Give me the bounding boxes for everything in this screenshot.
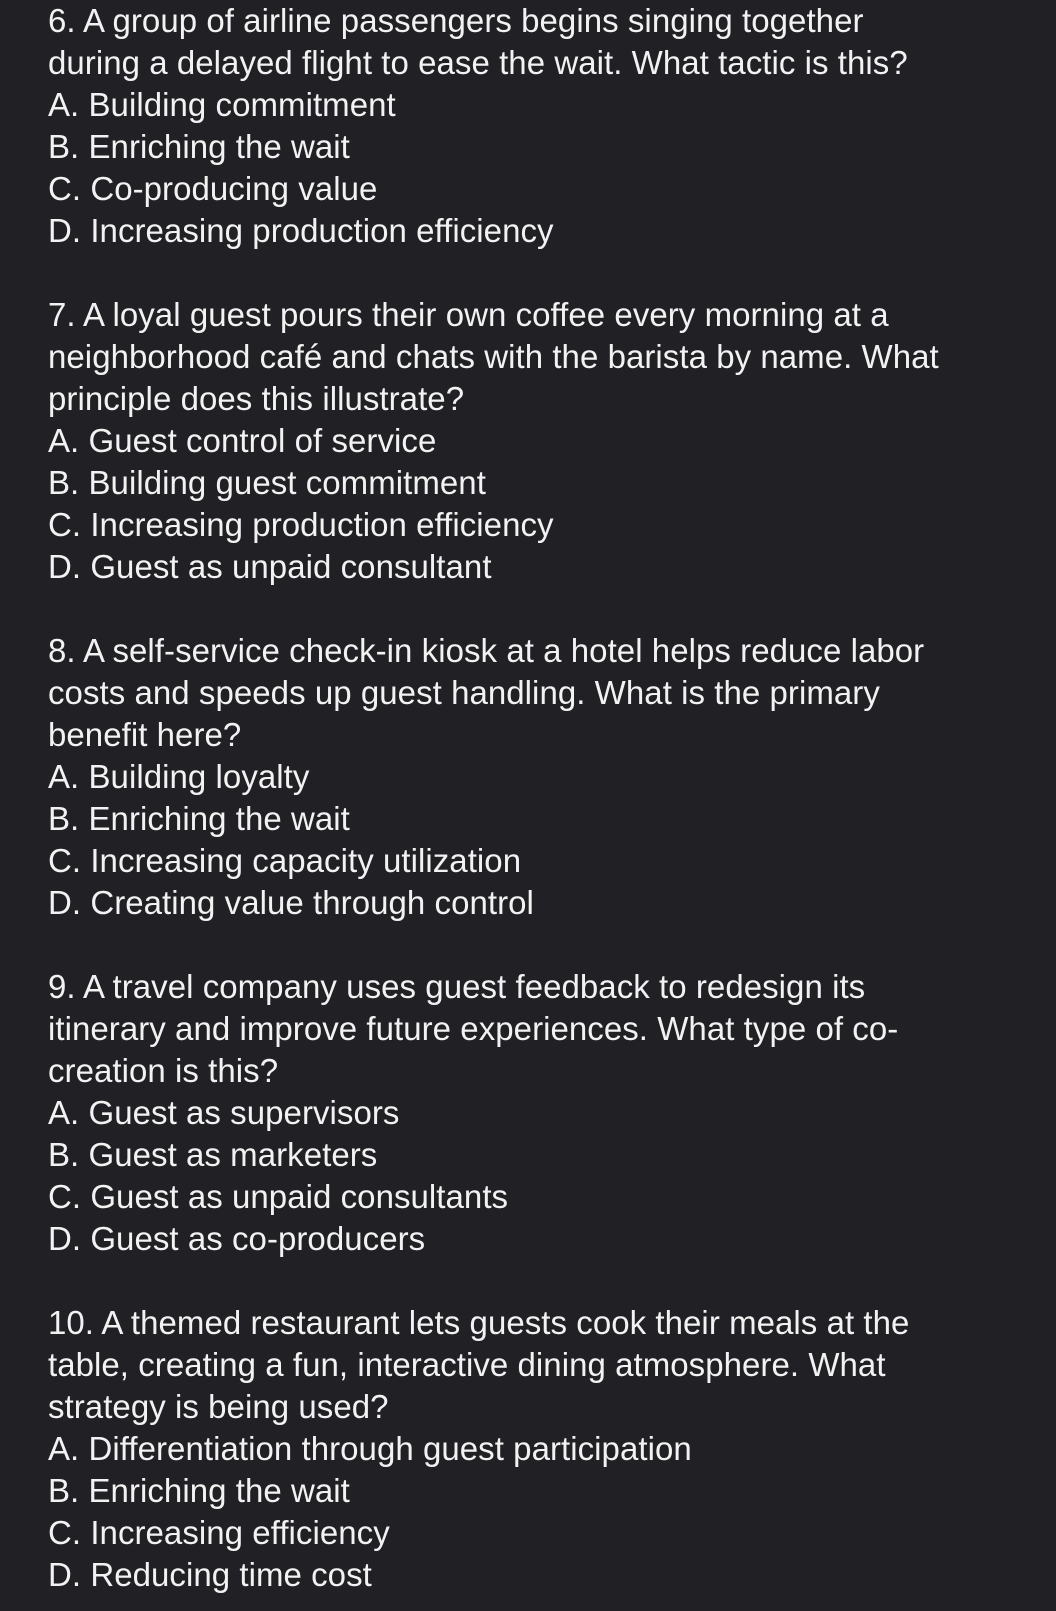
question-text-line: costs and speeds up guest handling. What is the primary [48, 674, 880, 711]
option-b: B. Enriching the wait [48, 1472, 350, 1509]
option-a: A. Guest as supervisors [48, 1094, 400, 1131]
question-7 [48, 294, 939, 588]
option-b: B. Guest as marketers [48, 1136, 378, 1173]
option-c: C. Increasing capacity utilization [48, 842, 522, 879]
question-text-line: principle does this illustrate? [48, 380, 465, 417]
question-text-line: benefit here? [48, 716, 242, 753]
question-text-line: 9. A travel company uses guest feedback to redesign its [48, 968, 866, 1005]
option-c: C. Increasing efficiency [48, 1514, 390, 1551]
option-a: A. Guest control of service [48, 422, 437, 459]
question-9 [48, 966, 898, 1260]
option-c: C. Increasing production efficiency [48, 506, 554, 543]
question-text-line: 7. A loyal guest pours their own coffee every morning at a [48, 296, 889, 333]
option-d: D. Creating value through control [48, 884, 534, 921]
question-text-line: itinerary and improve future experiences. What type of co- [48, 1010, 899, 1047]
question-text-line: 10. A themed restaurant lets guests cook their meals at the [48, 1304, 910, 1341]
option-b: B. Building guest commitment [48, 464, 486, 501]
question-text-line: creation is this? [48, 1052, 279, 1089]
option-d: D. Guest as co-producers [48, 1220, 426, 1257]
question-text-line: neighborhood café and chats with the barista by name. What [48, 338, 939, 375]
question-6 [48, 0, 908, 252]
option-b: B. Enriching the wait [48, 800, 350, 837]
option-b: B. Enriching the wait [48, 128, 350, 165]
question-text-line: during a delayed flight to ease the wait. What tactic is this? [48, 44, 908, 81]
option-c: C. Guest as unpaid consultants [48, 1178, 509, 1215]
question-text-line: 8. A self-service check-in kiosk at a hotel helps reduce labor [48, 632, 925, 669]
question-text-line: table, creating a fun, interactive dining atmosphere. What [48, 1346, 886, 1383]
option-a: A. Differentiation through guest participation [48, 1430, 692, 1467]
question-8 [48, 630, 924, 924]
option-a: A. Building commitment [48, 86, 396, 123]
question-text-line: strategy is being used? [48, 1388, 389, 1425]
option-d: D. Guest as unpaid consultant [48, 548, 492, 585]
option-c: C. Co-producing value [48, 170, 378, 207]
option-a: A. Building loyalty [48, 758, 310, 795]
question-text-line: 6. A group of airline passengers begins singing together [48, 2, 864, 39]
option-d: D. Reducing time cost [48, 1556, 372, 1593]
option-d: D. Increasing production efficiency [48, 212, 554, 249]
question-10 [48, 1302, 909, 1596]
